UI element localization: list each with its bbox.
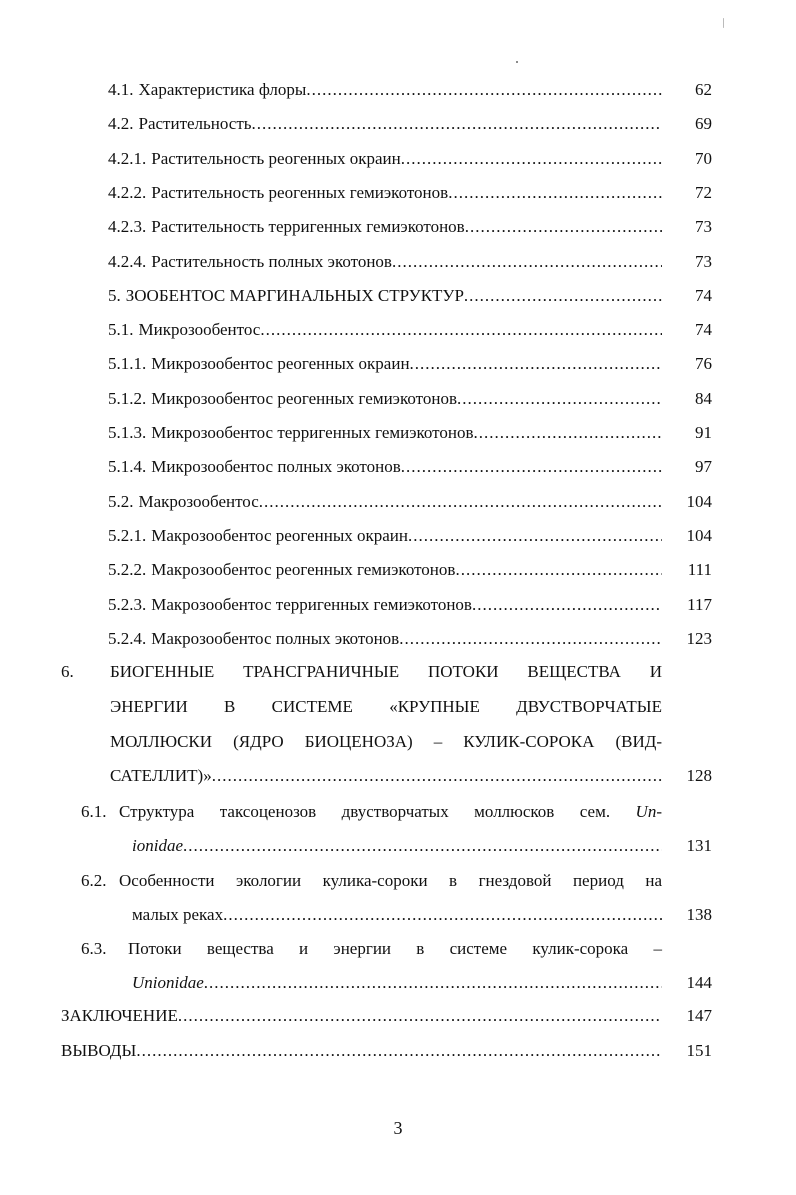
toc-entry [0,590,796,620]
toc-entry-6 [0,657,796,687]
toc-entry [0,521,796,551]
toc-entry-title: Микрозообентос реогенных гемиэкотонов [151,388,457,408]
toc-entry-title: Растительность полных экотонов [151,251,392,271]
toc-page-number: 74 [695,285,712,305]
toc-entry-6-2 [0,866,796,896]
leader-dots [474,418,662,448]
toc-page-number: 111 [687,560,712,580]
leader-dots [464,281,662,311]
scan-speck [723,18,724,28]
leader-dots [392,247,662,277]
leader-dots [252,109,662,139]
leader-dots [410,349,662,379]
toc-entry [0,452,796,482]
toc-page-number: 73 [695,251,712,271]
toc-entry-6-line2 [0,692,796,722]
toc-entry-title: Макрозообентос реогенных окраин [151,525,408,545]
leader-dots [401,452,662,482]
toc-page-number: 117 [687,594,712,614]
toc-entry-title-line: ionidae [132,836,183,855]
leader-dots [455,555,662,585]
toc-entry-title: ВЫВОДЫ [61,1041,137,1060]
toc-entry-6-2-line2 [0,900,796,930]
toc-entry [0,315,796,345]
toc-entry-title: Растительность терригенных гемиэкотонов [151,217,465,237]
toc-page-number: 73 [695,217,712,237]
toc-entry [0,144,796,174]
toc-entry-title: ЗАКЛЮЧЕНИЕ [61,1006,178,1025]
toc-entry-number: 4.1. [108,80,134,99]
leader-dots [223,900,662,930]
toc-entry-title-line: МОЛЛЮСКИ (ЯДРО БИОЦЕНОЗА) – КУЛИК-СОРОКА (ВИД- [110,732,662,751]
toc-entry-title-line: малых реках [132,905,224,924]
toc-entry-title-line: Структура таксоценозов двустворчатых моллюсков сем. Un- [119,802,662,821]
toc-entry-6-3-line2 [0,968,796,998]
leader-dots [136,1036,662,1066]
toc-entry-title: Макрозообентос полных экотонов [151,628,400,648]
toc-entry-title: Растительность реогенных гемиэкотонов [151,182,449,202]
toc-entry-title-line: САТЕЛЛИТ)» [110,766,212,785]
toc-entry-number: 5.1.1. [108,354,147,374]
toc-entry-title-line: Потоки вещества и энергии в системе кулик-сорока – [128,939,662,958]
toc-entry [0,178,796,208]
toc-entry-title: Микрозообентос терригенных гемиэкотонов [151,423,474,442]
toc-page-number: 76 [695,354,712,374]
toc-entry-number: 6.1. [81,802,107,821]
toc-entry-conclusion [0,1001,796,1031]
toc-entry-number: 5.1.2. [108,388,147,408]
toc-entry-6-1 [0,797,796,827]
toc-entry-title: Микрозообентос полных экотонов [151,457,401,477]
toc-entry [0,418,796,448]
toc-page-number: 91 [695,423,712,442]
toc-page-number: 70 [695,148,712,168]
toc-entry [0,349,796,379]
toc-entry [0,555,796,585]
toc-entry-6-line4 [0,761,796,791]
leader-dots [259,487,662,517]
toc-page-number: 144 [686,973,712,992]
toc-page-number: 72 [695,182,712,202]
toc-entry-title-line: Особенности экологии кулика-сороки в гнездовой период на [119,871,662,890]
toc-page-number: 147 [686,1006,712,1025]
toc-entry-title-line: Unionidae [132,973,204,992]
leader-dots [183,831,662,861]
toc-entry [0,624,796,654]
toc-entry-title: Микрозообентос реогенных окраин [151,354,410,374]
toc-entry-title-line: ЭНЕРГИИ В СИСТЕМЕ «КРУПНЫЕ ДВУСТВОРЧАТЫЕ [110,697,662,716]
leader-dots [472,590,662,620]
leader-dots [457,384,662,414]
leader-dots [448,178,662,208]
toc-entry-number: 5. [108,285,121,305]
leader-dots [204,968,662,998]
toc-page-number: 69 [695,114,712,134]
toc-entry-number: 5.2.3. [108,594,147,614]
toc-entry-number: 5.2.2. [108,560,147,580]
toc-entry [0,109,796,139]
toc-page-number: 97 [695,457,712,477]
toc-entry [0,247,796,277]
scan-speck [516,61,518,63]
toc-entry-findings [0,1036,796,1066]
toc-entry-number: 5.1.4. [108,457,147,477]
leader-dots [408,521,662,551]
toc-page-number: 104 [686,525,712,545]
toc-entry-number: 4.2.1. [108,148,147,168]
toc-entry-6-line3 [0,727,796,757]
toc-entry [0,75,796,105]
toc-page-number: 62 [695,80,712,99]
leader-dots [178,1001,662,1031]
toc-page-number: 104 [686,491,712,511]
toc-entry-title: Макрозообентос терригенных гемиэкотонов [151,594,472,614]
toc-entry [0,212,796,242]
toc-page-number: 74 [695,320,712,340]
toc-page-number: 128 [686,766,712,785]
toc-entry-number: 5.1.3. [108,423,147,442]
toc-entry [0,281,796,311]
toc-page-number: 151 [686,1041,712,1060]
toc-entry-number: 5.2.1. [108,525,147,545]
toc-entry-number: 4.2.4. [108,251,147,271]
leader-dots [306,75,662,105]
toc-entry [0,487,796,517]
leader-dots [260,315,662,345]
leader-dots [212,761,662,791]
leader-dots [399,624,662,654]
toc-entry-number: 4.2.2. [108,182,147,202]
toc-entry-6-1-line2 [0,831,796,861]
toc-entry-number: 6. [61,662,74,681]
toc-entry-6-3 [0,934,796,964]
toc-entry-number: 5.2. [108,491,134,511]
toc-page-number: 138 [686,905,712,924]
leader-dots [401,144,662,174]
toc-entry-title: ЗООБЕНТОС МАРГИНАЛЬНЫХ СТРУКТУР [125,285,464,305]
leader-dots [465,212,662,242]
toc-entry-title: Характеристика флоры [138,80,307,99]
toc-page-number: 84 [695,388,712,408]
toc-entry-title: Микрозообентос [138,320,261,340]
toc-entry-number: 4.2.3. [108,217,147,237]
toc-page-number: 123 [686,628,712,648]
toc-entry-number: 6.2. [81,871,107,890]
toc-entry-number: 5.1. [108,320,134,340]
toc-entry-number: 6.3. [81,939,107,958]
toc-entry-title: Макрозообентос [138,491,259,511]
toc-entry-title: Растительность [138,114,252,134]
toc-entry-number: 5.2.4. [108,628,147,648]
toc-entry-title-line: БИОГЕННЫЕ ТРАНСГРАНИЧНЫЕ ПОТОКИ ВЕЩЕСТВА И [110,662,662,681]
toc-entry [0,384,796,414]
page-number-footer: 3 [393,1118,403,1138]
toc-entry-number: 4.2. [108,114,134,134]
toc-entry-title: Макрозообентос реогенных гемиэкотонов [151,560,456,580]
toc-entry-title: Растительность реогенных окраин [151,148,401,168]
toc-page-number: 131 [686,836,712,855]
